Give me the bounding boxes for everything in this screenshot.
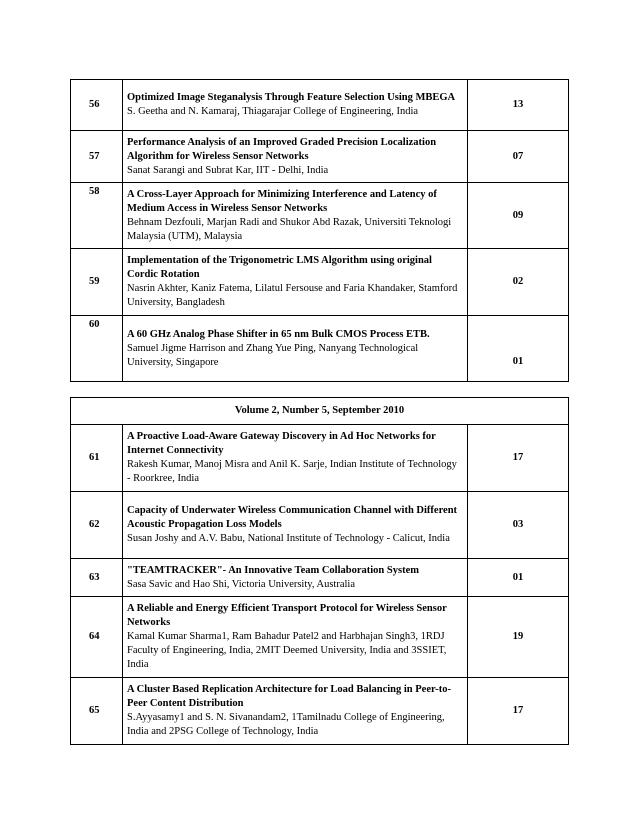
paper-title: A Proactive Load-Aware Gateway Discovery in Ad Hoc Networks for Internet Connectivity (127, 431, 436, 456)
paper-number: 64 (71, 597, 123, 678)
paper-authors: Sanat Sarangi and Subrat Kar, IIT - Delhi, India (127, 164, 329, 176)
toc-table-1 (70, 79, 569, 382)
page-count: 17 (468, 678, 569, 745)
paper-title: A Cross-Layer Approach for Minimizing Interference and Latency of Medium Access in Wireless Sensor Networks (127, 188, 437, 214)
table-row (71, 131, 569, 183)
paper-title: A 60 GHz Analog Phase Shifter in 65 nm Bulk CMOS Process ETB. (127, 328, 430, 340)
paper-number: 63 (71, 559, 123, 597)
paper-title: Optimized Image Steganalysis Through Feature Selection Using MBEGA (127, 92, 456, 103)
paper-authors: Samuel Jigme Harrison and Zhang Yue Ping, Nanyang Technological University, Singapore (127, 342, 419, 368)
paper-authors: Sasa Savic and Hao Shi, Victoria University, Australia (127, 578, 355, 590)
paper-title: "TEAMTRACKER"- An Innovative Team Collaboration System (127, 564, 419, 576)
paper-entry (123, 249, 468, 316)
paper-entry (123, 425, 468, 492)
table-row (71, 80, 569, 131)
page-count: 09 (468, 183, 569, 249)
table-row (71, 183, 569, 249)
paper-number: 60 (71, 316, 123, 382)
paper-authors: S.Ayyasamy1 and S. N. Sivanandam2, 1Tamilnadu College of Engineering, India and 2PSG College of Technology, India (127, 712, 445, 737)
paper-number: 61 (71, 425, 123, 492)
paper-entry (123, 80, 468, 131)
page-count: 07 (468, 131, 569, 183)
table-row (71, 249, 569, 316)
paper-number: 58 (71, 183, 123, 249)
table-row (71, 678, 569, 745)
paper-entry (123, 678, 468, 745)
page-count: 02 (468, 249, 569, 316)
paper-entry (123, 492, 468, 559)
table-row (71, 425, 569, 492)
paper-number: 57 (71, 131, 123, 183)
paper-entry (123, 559, 468, 597)
toc-table-2 (70, 397, 569, 745)
paper-title: Implementation of the Trigonometric LMS Algorithm using original Cordic Rotation (127, 255, 432, 280)
paper-number: 62 (71, 492, 123, 559)
paper-entry (123, 316, 468, 382)
volume-heading-row (71, 398, 569, 425)
page-count: 01 (468, 559, 569, 597)
paper-authors: Susan Joshy and A.V. Babu, National Institute of Technology - Calicut, India (127, 533, 450, 544)
paper-number: 56 (71, 80, 123, 131)
paper-authors: Rakesh Kumar, Manoj Misra and Anil K. Sarje, Indian Institute of Technology - Roorkree, India (127, 459, 457, 484)
volume-heading: Volume 2, Number 5, September 2010 (71, 398, 569, 425)
table-row (71, 597, 569, 678)
paper-authors: S. Geetha and N. Kamaraj, Thiagarajar College of Engineering, India (127, 106, 419, 117)
table-row (71, 492, 569, 559)
paper-authors: Nasrin Akhter, Kaniz Fatema, Lilatul Fersouse and Faria Khandaker, Stamford University, Bangladesh (127, 283, 458, 308)
table-row (71, 559, 569, 597)
page-count: 13 (468, 80, 569, 131)
paper-authors: Behnam Dezfouli, Marjan Radi and Shukor Abd Razak, Universiti Teknologi Malaysia (UTM), Malaysia (127, 216, 452, 242)
table-row (71, 316, 569, 382)
paper-title: A Cluster Based Replication Architecture for Load Balancing in Peer-to-Peer Content Distribution (127, 684, 452, 709)
paper-number: 59 (71, 249, 123, 316)
paper-title: Performance Analysis of an Improved Graded Precision Localization Algorithm for Wireless Sensor Networks (127, 136, 437, 162)
paper-authors: Kamal Kumar Sharma1, Ram Bahadur Patel2 and Harbhajan Singh3, 1RDJ Faculty of Engineering, India, 2MIT Deemed University, India and 3SSIET, India (127, 631, 447, 670)
page-count: 01 (468, 316, 569, 382)
page-count: 19 (468, 597, 569, 678)
paper-entry (123, 131, 468, 183)
paper-entry (123, 597, 468, 678)
paper-entry (123, 183, 468, 249)
paper-title: Capacity of Underwater Wireless Communication Channel with Different Acoustic Propagation Loss Models (127, 505, 458, 530)
page-count: 03 (468, 492, 569, 559)
paper-title: A Reliable and Energy Efficient Transport Protocol for Wireless Sensor Networks (127, 603, 447, 628)
paper-number: 65 (71, 678, 123, 745)
page-count: 17 (468, 425, 569, 492)
